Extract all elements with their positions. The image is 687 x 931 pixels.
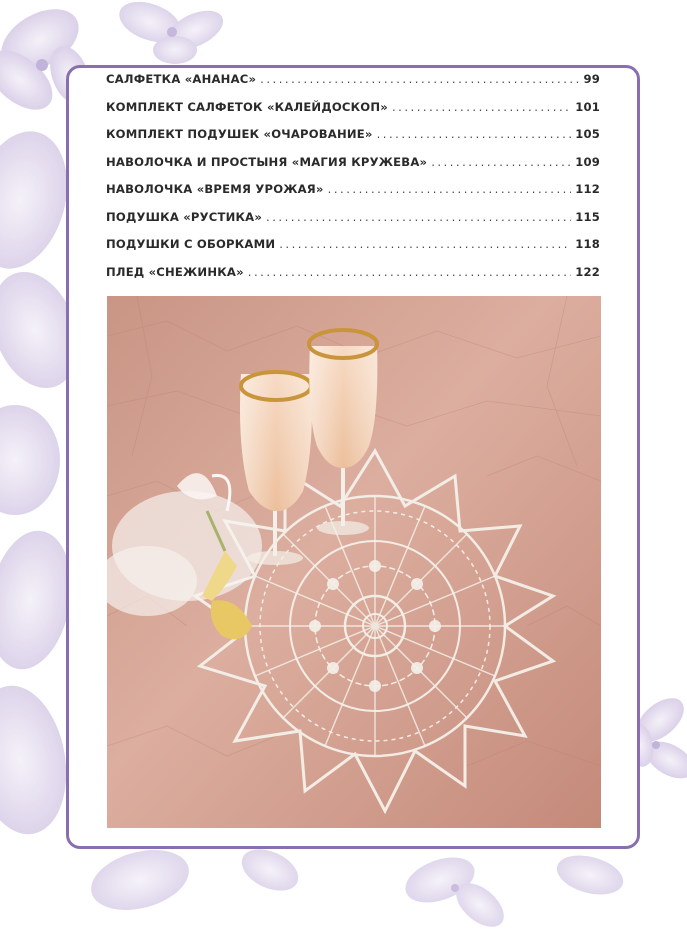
toc-entry-title: КОМПЛЕКТ САЛФЕТОК «КАЛЕЙДОСКОП»: [106, 99, 388, 114]
toc-entry-page: 118: [575, 237, 600, 251]
toc-entry-page: 109: [575, 154, 600, 169]
toc-entry-title: НАВОЛОЧКА И ПРОСТЫНЯ «МАГИЯ КРУЖЕВА»: [106, 154, 428, 169]
toc-leader-dots: [328, 182, 572, 196]
table-of-contents: [106, 72, 600, 292]
toc-leader-dots: [260, 72, 579, 86]
toc-leader-dots: [266, 210, 571, 224]
toc-entry-page: 122: [575, 264, 600, 279]
toc-entry-title: НАВОЛОЧКА «ВРЕМЯ УРОЖАЯ»: [106, 182, 324, 196]
toc-leader-dots: [377, 127, 572, 141]
toc-entry[interactable]: [106, 237, 600, 265]
toc-leader-dots: [279, 237, 571, 251]
toc-entry[interactable]: [106, 182, 600, 210]
toc-entry-title: ПОДУШКА «РУСТИКА»: [106, 209, 263, 224]
toc-entry[interactable]: [106, 265, 600, 293]
toc-entry[interactable]: [106, 100, 600, 128]
toc-leader-dots: [431, 155, 571, 169]
toc-entry-title: ПОДУШКИ С ОБОРКАМИ: [106, 237, 276, 251]
toc-leader-dots: [392, 100, 571, 114]
toc-entry[interactable]: [106, 72, 600, 100]
toc-entry-page: 105: [575, 127, 600, 141]
toc-entry-page: 115: [575, 209, 600, 224]
toc-entry-page: 101: [575, 99, 600, 114]
toc-entry-title: ПЛЕД «СНЕЖИНКА»: [106, 264, 244, 279]
toc-entry-page: 99: [583, 72, 600, 86]
toc-entry-page: 112: [575, 182, 600, 196]
toc-entry[interactable]: [106, 210, 600, 238]
toc-entry-title: КОМПЛЕКТ ПОДУШЕК «ОЧАРОВАНИЕ»: [106, 127, 373, 141]
toc-entry[interactable]: [106, 155, 600, 183]
toc-entry[interactable]: [106, 127, 600, 155]
toc-entry-title: САЛФЕТКА «АНАНАС»: [106, 72, 257, 86]
doily-photo: [107, 296, 601, 828]
toc-leader-dots: [248, 265, 571, 279]
